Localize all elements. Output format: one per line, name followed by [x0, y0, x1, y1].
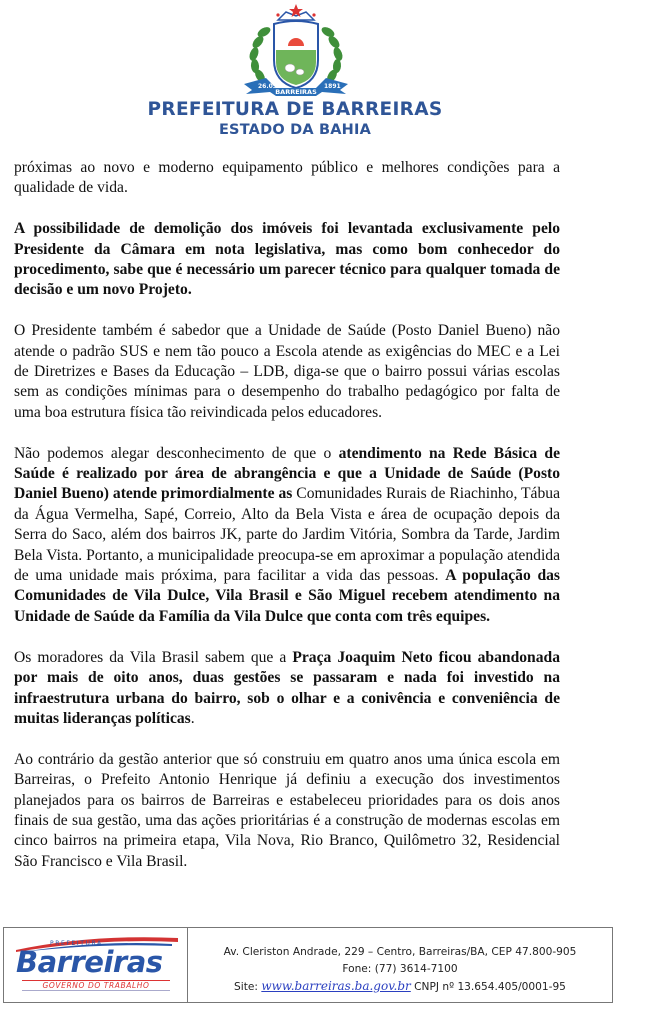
- letterhead: [0, 0, 670, 145]
- footer-contact: [188, 928, 612, 1002]
- paragraph-5: [14, 648, 560, 730]
- footer-address: Av. Cleriston Andrade, 229 – Centro, Barreiras/BA, CEP 47.800-905: [223, 946, 577, 958]
- p4-text-2: Comunidades Rurais de Riachinho, Tábua da Água Vermelha, Sapé, Correio, Alto da Bela Vista e área de ocupação depois da Serra do Saco, além dos bairros JK, parte do Jardim Vitória, Sombra da Tarde, Jardim Bela Vista. Portanto, a municipalidade preocupa-se em aproximar a população atendida de uma unidade mais próxima, para facilitar a vida das pessoas.: [14, 485, 560, 585]
- footer-cnpj: CNPJ nº 13.654.405/0001-95: [410, 981, 566, 993]
- document-body: [14, 158, 560, 893]
- paragraph-6: Ao contrário da gestão anterior que só construiu em quatro anos uma única escola em Barreiras, o Prefeito Antonio Henrique já definiu a execução dos investimentos planejados para os bairros de Barreiras e estabeleceu prioridades para os dois anos finais de sua gestão, uma das ações prioritárias é a construção de modernas escolas em cinco bairros na primeira etapa, Vila Nova, Rio Branco, Quilômetro 32, Residencial São Francisco e Vila Brasil.: [14, 750, 560, 870]
- p5-text-1: Os moradores da Vila Brasil sabem que a: [14, 648, 293, 666]
- paragraph-2-bold: A possibilidade de demolição dos imóveis foi levantada exclusivamente pelo Presidente da Câmara em nota legislativa, mas como bom conhecedor do procedimento, sabe que é necessário um parecer técnico para qualquer tomada de decisão e um novo Projeto.: [14, 220, 560, 299]
- footer-site-label: Site:: [234, 981, 262, 993]
- header-title: PREFEITURA DE BARREIRAS: [147, 99, 443, 120]
- p5-text-2: .: [190, 709, 195, 727]
- paragraph-4: [14, 444, 560, 628]
- logo-tagline: GOVERNO DO TRABALHO: [22, 980, 170, 991]
- crest-year: 1891: [324, 83, 341, 90]
- footer-logo: [4, 928, 188, 1002]
- p4-bold-1: atendimento na Rede Básica de Saúde é realizado por área de abrangência e que a Unidade de Saúde (Posto Daniel Bueno) atende primordialmente as: [14, 444, 560, 503]
- paragraph-2: [14, 219, 560, 301]
- crest-date: 26.05: [258, 83, 277, 90]
- paragraph-1: próximas ao novo e moderno equipamento público e melhores condições para a qualidade de vida.: [14, 159, 560, 197]
- logo-barreiras-text: Barreiras: [16, 945, 163, 979]
- p5-bold-1: Praça Joaquim Neto ficou abandonada por mais de oito anos, duas gestões se passaram e nada foi investido na infraestrutura urbana do bairro, sob o olhar e a conivência e conveniência de muitas lideranças políticas: [14, 648, 560, 727]
- paragraph-3: O Presidente também é sabedor que a Unidade de Saúde (Posto Daniel Bueno) não atende o padrão SUS e nem tão pouco a Escola atende as exigências do MEC e a Lei de Diretrizes e Bases da Educação – LDB, diga-se que o bairro possui várias escolas sem as condições mínimas para o desempenho do trabalho pedagógico por falta de uma boa estrutura física tão reivindicada pelos educadores.: [14, 322, 560, 421]
- crest-banner: BARREIRAS: [275, 88, 317, 96]
- footer-site-line: [188, 978, 612, 996]
- municipal-crest-icon: [236, 2, 356, 98]
- footer-site-link[interactable]: www.barreiras.ba.gov.br: [261, 979, 411, 993]
- p4-text-1: Não podemos alegar desconhecimento de que o: [14, 444, 339, 462]
- header-subtitle: ESTADO DA BAHIA: [218, 122, 372, 138]
- footer: [3, 927, 613, 1003]
- footer-phone: Fone: (77) 3614-7100: [342, 963, 458, 975]
- p4-bold-2: A população das Comunidades de Vila Dulce, Vila Brasil e São Miguel recebem atendimento na Unidade de Saúde da Família da Vila Dulce que conta com três equipes.: [14, 567, 560, 625]
- logo-prefeitura-text: PREFEITURA: [50, 940, 103, 947]
